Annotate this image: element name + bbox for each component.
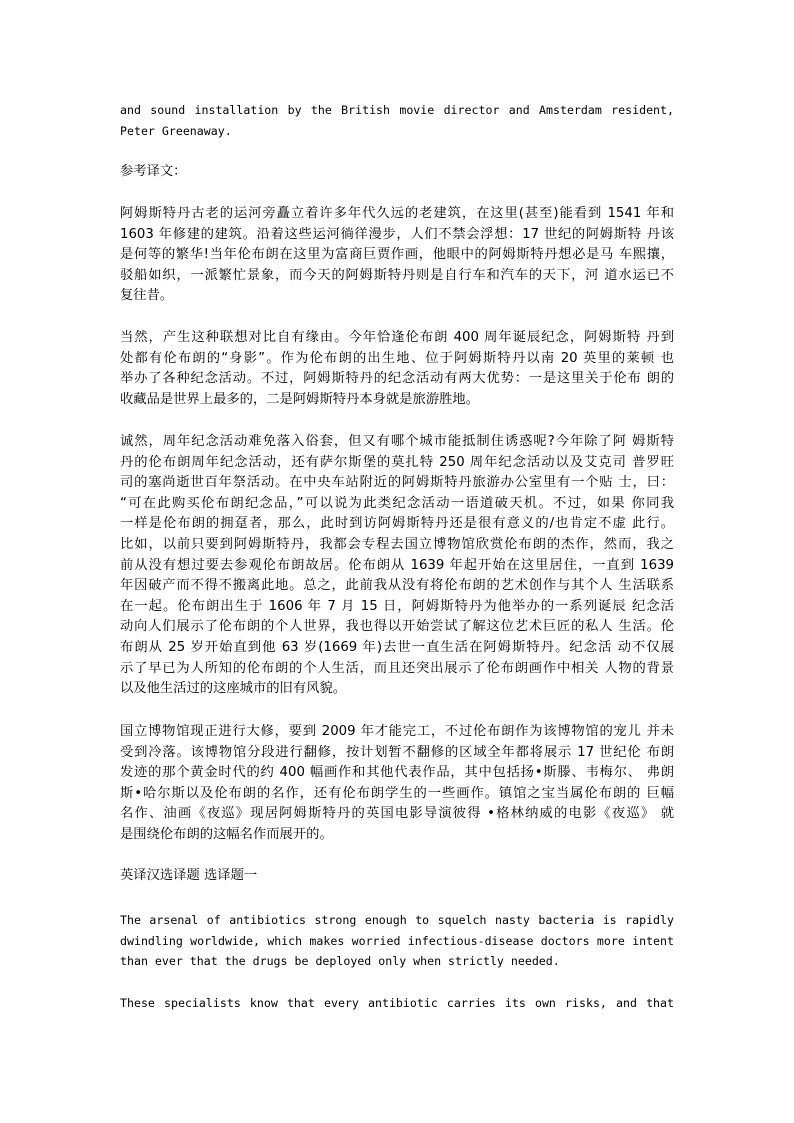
english-passage-paragraph-1 (120, 910, 674, 972)
text-line: 1603 年修建的建筑。沿着这些运河徜徉漫步，人们不禁会浮想：17 世纪的阿姆斯特 丹该 (120, 226, 674, 242)
translation-paragraph-3 (120, 432, 674, 700)
reference-translation-heading: 参考译文： (120, 164, 187, 179)
text-line: The arsenal of antibiotics strong enough to squelch nasty bacteria is rapidly (120, 913, 674, 927)
text-line: 收藏品是世界上最多的，二是阿姆斯特丹本身就是旅游胜地。 (120, 391, 480, 407)
text-line: Peter Greenaway. (120, 123, 232, 138)
text-line: 驳船如织，一派繁忙景象，而今天的阿姆斯特丹则是自行车和汽车的天下，河 道水运已不 (120, 267, 674, 283)
text-line: 当然，产生这种联想对比自有缘由。今年恰逢伦布朗 400 周年诞辰纪念，阿姆斯特 丹到 (120, 330, 674, 345)
text-line: “可在此购买伦布朗纪念品，”可以说为此类纪念活动一语道破天机。不过，如果 你同我 (120, 495, 674, 511)
text-line: 在一起。伦布朗出生于 1606 年 7 月 15 日，阿姆斯特丹为他举办的一系列诞辰 纪念活 (120, 598, 674, 614)
text-line: 国立博物馆现正进行大修，要到 2009 年才能完工，不过伦布朗作为该博物馆的宠儿 并未 (120, 724, 674, 739)
text-line: These specialists know that every antibiotic carries its own risks, and that (120, 996, 674, 1010)
translation-paragraph-2 (120, 328, 674, 410)
text-line: 布朗从 25 岁开始直到他 63 岁(1669 年)去世一直生活在阿姆斯特丹。纪念活 动不仅展 (120, 639, 674, 655)
text-line: 丹的伦布朗周年纪念活动，还有萨尔斯堡的莫扎特 250 周年纪念活动以及艾克司 普罗旺 (120, 454, 674, 470)
text-line: 处都有伦布朗的“身影”。作为伦布朗的出生地、位于阿姆斯特丹以南 20 英里的莱顿 也 (120, 350, 674, 366)
text-line: 斯•哈尔斯以及伦布朗的名作，还有伦布朗学生的一些画作。镇馆之宝当属伦布朗的 巨幅 (120, 785, 674, 801)
text-line: 一样是伦布朗的拥趸者，那么，此时到访阿姆斯特丹还是很有意义的/也肯定不虚 此行。 (120, 516, 674, 532)
text-line: 阿姆斯特丹古老的运河旁矗立着许多年代久远的老建筑，在这里(甚至)能看到 1541 年和 (120, 206, 674, 221)
text-line: 以及他生活过的这座城市的旧有风貌。 (120, 681, 347, 697)
text-line: 示了早已为人所知的伦布朗的个人生活，而且还突出展示了伦布朗画作中相关 人物的背景 (120, 660, 674, 676)
text-line: 发迹的那个黄金时代的约 400 幅画作和其他代表作品，其中包括扬•斯滕、韦梅尔、 弗朗 (120, 765, 674, 781)
text-line: 名作、油画《夜巡》现居阿姆斯特丹的英国电影导演彼得 •格林纳威的电影《夜巡》 就 (120, 806, 674, 822)
text-line: 是围绕伦布朗的这幅名作而展开的。 (120, 826, 333, 842)
translation-paragraph-1 (120, 204, 674, 307)
intro-english-paragraph (120, 100, 674, 141)
text-line: 复往昔。 (120, 288, 174, 304)
text-line: than ever that the drugs be deployed only when strictly needed. (120, 954, 560, 969)
text-line: and sound installation by the British movie director and Amsterdam resident, (120, 103, 674, 117)
text-line: dwindling worldwide, which makes worried infectious-disease doctors more intent (120, 933, 674, 948)
translation-paragraph-4 (120, 722, 674, 846)
text-line: 年因破产而不得不搬离此地。总之，此前我从没有将伦布朗的艺术创作与其个人 生活联系 (120, 578, 674, 594)
text-line: 比如，以前只要到阿姆斯特丹，我都会专程去国立博物馆欣赏伦布朗的杰作，然而，我之 (120, 536, 674, 552)
section-heading: 英译汉选译题 选译题一 (120, 868, 258, 883)
text-line: 诚然，周年纪念活动难免落入俗套，但又有哪个城市能抵制住诱惑呢?今年除了阿 姆斯特 (120, 434, 674, 449)
text-line: 前从没有想过要去参观伦布朗故居。伦布朗从 1639 年起开始在这里居住，一直到 1639 (120, 557, 674, 573)
text-line: 是何等的繁华!当年伦布朗在这里为富商巨贾作画，他眼中的阿姆斯特丹想必是马 车熙攘， (120, 247, 674, 263)
text-line: 受到冷落。该博物馆分段进行翻修，按计划暂不翻修的区域全年都将展示 17 世纪伦 布朗 (120, 744, 674, 760)
text-line: 司的塞尚逝世百年祭活动。在中央车站附近的阿姆斯特丹旅游办公室里有一个贴 士，曰： (120, 475, 674, 491)
text-line: 动向人们展示了伦布朗的个人世界，我也得以开始尝试了解这位艺术巨匠的私人 生活。伦 (120, 619, 674, 635)
english-passage-paragraph-2 (120, 993, 674, 1014)
text-line: 举办了各种纪念活动。不过，阿姆斯特丹的纪念活动有两大优势：一是这里关于伦布 朗的 (120, 371, 674, 387)
